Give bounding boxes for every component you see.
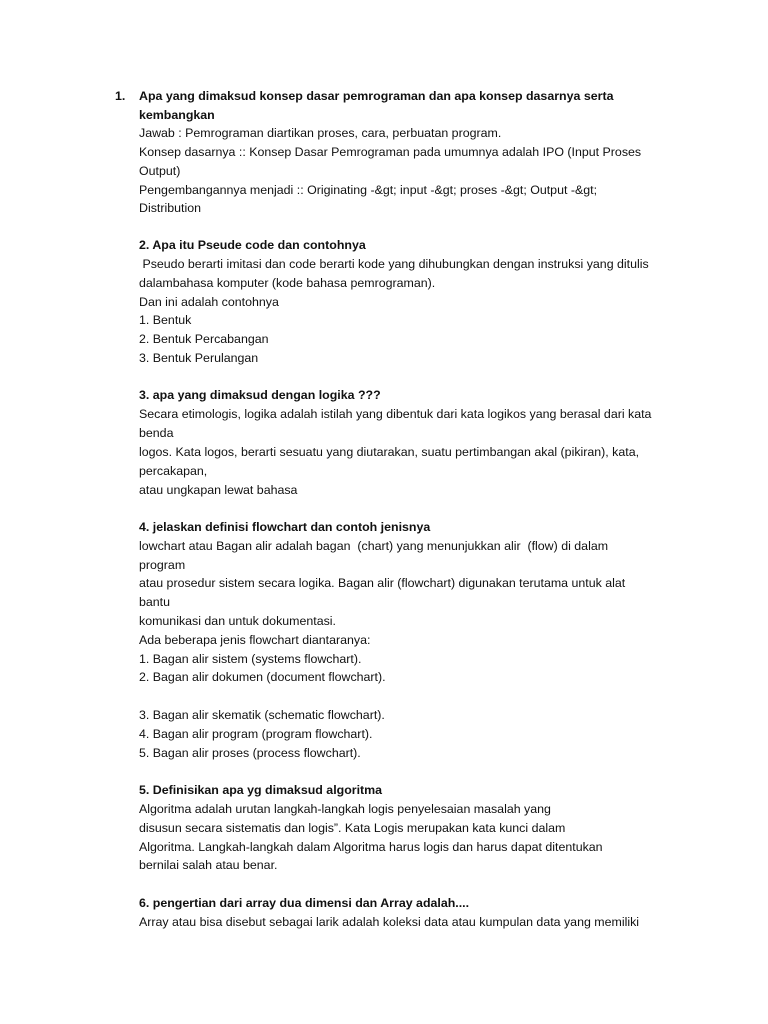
q2-body-line: Pseudo berarti imitasi dan code berarti kode yang dihubungkan dengan instruksi yang ditulis [139,257,649,271]
q3-title: 3. apa yang dimaksud dengan logika ??? [139,388,381,402]
q4-body-line: 2. Bagan alir dokumen (document flowchart). [139,670,386,684]
q3-body-line: logos. Kata logos, berarti sesuatu yang diutarakan, suatu pertimbangan akal (pikiran), kata, [139,445,640,459]
q5-body-line: bernilai salah atau benar. [139,858,278,872]
q5-body-line: Algoritma adalah urutan langkah-langkah logis penyelesaian masalah yang [139,802,551,816]
q4-body-line: atau prosedur sistem secara logika. Bagan alir (flowchart) digunakan terutama untuk alat [139,576,626,590]
q4-body-line: Ada beberapa jenis flowchart diantaranya: [139,633,371,647]
q1-body-line: Pengembangannya menjadi :: Originating -&gt; input -&gt; proses -&gt; Output -&gt; [139,183,598,197]
q4-body-line: 5. Bagan alir proses (process flowchart). [139,746,361,760]
q3-body-line: Secara etimologis, logika adalah istilah yang dibentuk dari kata logikos yang berasal dari kata [139,407,652,421]
q2-body-line: 2. Bentuk Percabangan [139,332,269,346]
q1-body-line: Output) [139,164,181,178]
q1-title-line1: Apa yang dimaksud konsep dasar pemrograman dan apa konsep dasarnya serta [139,89,614,103]
q4-body-line: 4. Bagan alir program (program flowchart). [139,727,373,741]
q2-body-line: 3. Bentuk Perulangan [139,351,259,365]
q4-body-line: 3. Bagan alir skematik (schematic flowchart). [139,708,385,722]
q4-body-line: bantu [139,595,171,609]
q3-body-line: atau ungkapan lewat bahasa [139,483,298,497]
q1-body-line: Konsep dasarnya :: Konsep Dasar Pemrograman pada umumnya adalah IPO (Input Proses [139,145,642,159]
q2-body-line: Dan ini adalah contohnya [139,295,279,309]
q6-title: 6. pengertian dari array dua dimensi dan Array adalah.... [139,896,470,910]
q1-number: 1. [115,89,126,103]
q1-body-line: Distribution [139,201,201,215]
q3-body-line: percakapan, [139,464,208,478]
q2-body-line: dalambahasa komputer (kode bahasa pemrograman). [139,276,436,290]
q4-body-line: lowchart atau Bagan alir adalah bagan (chart) yang menunjukkan alir (flow) di dalam [139,539,609,553]
q1-body-line: Jawab : Pemrograman diartikan proses, cara, perbuatan program. [139,126,502,140]
q4-body-line: komunikasi dan untuk dokumentasi. [139,614,336,628]
q6-body-line: Array atau bisa disebut sebagai larik adalah koleksi data atau kumpulan data yang memiliki [139,915,640,929]
q5-body-line: disusun secara sistematis dan logis”. Kata Logis merupakan kata kunci dalam [139,821,566,835]
q4-title: 4. jelaskan definisi flowchart dan contoh jenisnya [139,520,431,534]
q5-title: 5. Definisikan apa yg dimaksud algoritma [139,783,383,797]
q2-body-line: 1. Bentuk [139,313,192,327]
q4-body-line: program [139,558,186,572]
q5-body-line: Algoritma. Langkah-langkah dalam Algoritma harus logis dan harus dapat ditentukan [139,840,603,854]
q4-body-line: 1. Bagan alir sistem (systems flowchart). [139,652,362,666]
q1-title-line2: kembangkan [139,108,215,122]
q3-body-line: benda [139,426,174,440]
q2-title: 2. Apa itu Pseude code dan contohnya [139,238,366,252]
